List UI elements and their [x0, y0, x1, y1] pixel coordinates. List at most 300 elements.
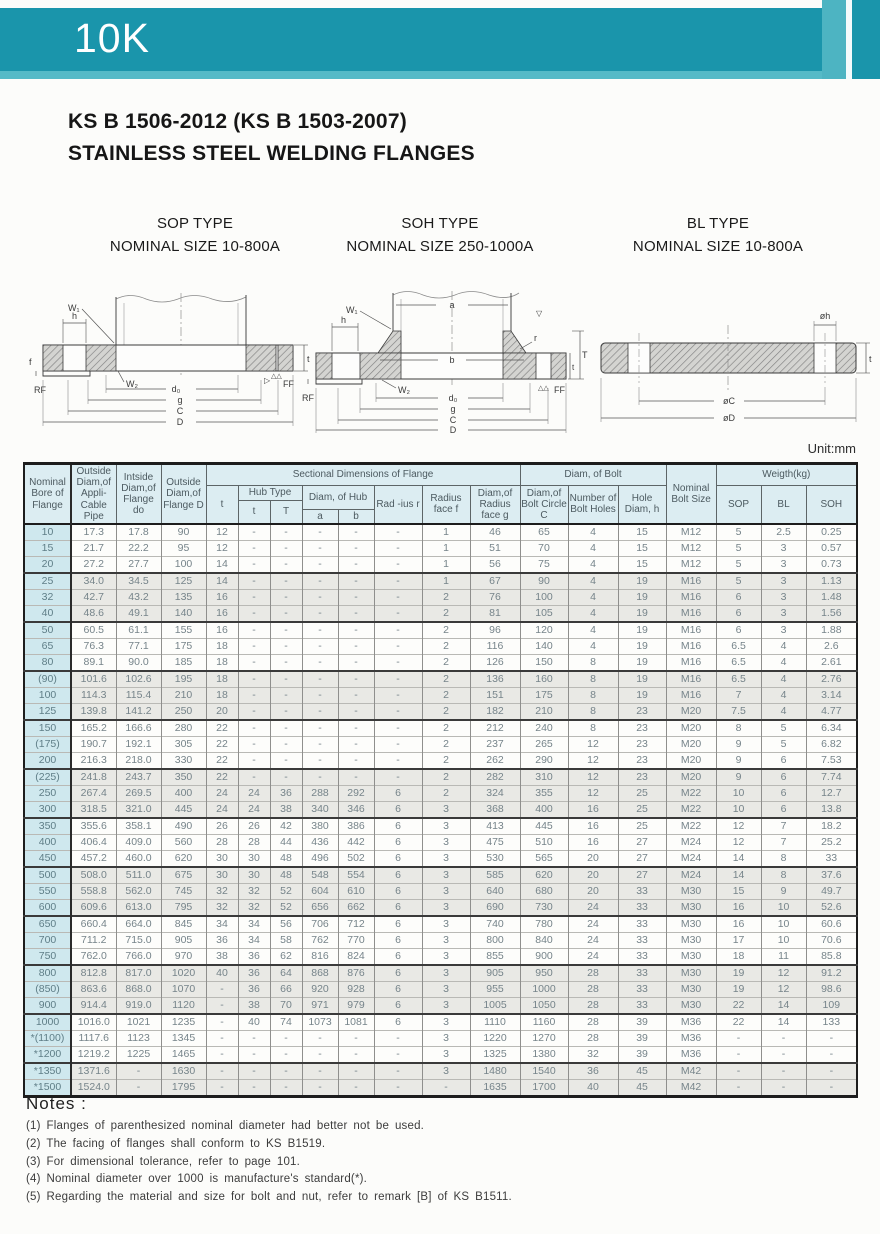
value-cell: 2	[422, 769, 470, 786]
value-cell: 6	[374, 899, 422, 916]
value-cell: -	[302, 638, 338, 654]
value-cell: 32	[206, 883, 238, 899]
value-cell: -	[806, 1046, 857, 1063]
value-cell: 1123	[116, 1030, 161, 1046]
value-cell: -	[374, 720, 422, 737]
value-cell: 19	[618, 573, 666, 590]
value-cell: 65	[520, 524, 568, 541]
value-cell: -	[374, 654, 422, 671]
table-row	[24, 916, 857, 933]
value-cell: 240	[520, 720, 568, 737]
value-cell: 17.8	[116, 524, 161, 541]
value-cell: -	[302, 605, 338, 622]
value-cell: M22	[666, 801, 716, 818]
dim-label-w2: W₂	[126, 379, 138, 389]
value-cell: -	[374, 1030, 422, 1046]
value-cell: 6	[761, 752, 806, 769]
value-cell: 4	[761, 654, 806, 671]
value-cell: 32	[238, 883, 270, 899]
value-cell: -	[374, 1046, 422, 1063]
nominal-bore-cell: *(1100)	[24, 1030, 71, 1046]
value-cell: -	[270, 736, 302, 752]
value-cell: -	[270, 1063, 302, 1080]
value-cell: 845	[161, 916, 206, 933]
value-cell: 740	[470, 916, 520, 933]
col-header-sop: SOP	[716, 486, 761, 524]
table-row	[24, 703, 857, 720]
value-cell: 1219.2	[71, 1046, 116, 1063]
nominal-bore-cell: (225)	[24, 769, 71, 786]
value-cell: 218.0	[116, 752, 161, 769]
value-cell: 44	[270, 834, 302, 850]
value-cell: 195	[161, 671, 206, 688]
value-cell: 36	[270, 785, 302, 801]
value-cell: 4	[568, 524, 618, 541]
value-cell: M12	[666, 524, 716, 541]
value-cell: -	[338, 687, 374, 703]
value-cell: M24	[666, 850, 716, 867]
value-cell: 14	[716, 850, 761, 867]
value-cell: 6	[374, 785, 422, 801]
value-cell: 16	[568, 801, 618, 818]
value-cell: -	[302, 556, 338, 573]
value-cell: 490	[161, 818, 206, 835]
value-cell: 0.73	[806, 556, 857, 573]
table-row	[24, 573, 857, 590]
value-cell: 1220	[470, 1030, 520, 1046]
value-cell: 762.0	[71, 948, 116, 965]
value-cell: 102.6	[116, 671, 161, 688]
value-cell: 24	[568, 932, 618, 948]
value-cell: 445	[161, 801, 206, 818]
value-cell: 52.6	[806, 899, 857, 916]
col-header-flange-id: Intside Diam,of Flange do	[116, 464, 161, 524]
value-cell: 10	[761, 916, 806, 933]
value-cell: 114.3	[71, 687, 116, 703]
value-cell: 919.0	[116, 997, 161, 1014]
value-cell: 7.5	[716, 703, 761, 720]
value-cell: 6	[374, 883, 422, 899]
nominal-bore-cell: 600	[24, 899, 71, 916]
value-cell: 812.8	[71, 965, 116, 982]
value-cell: M42	[666, 1079, 716, 1096]
value-cell: 1540	[520, 1063, 568, 1080]
value-cell: 1000	[520, 981, 568, 997]
value-cell: 24	[568, 916, 618, 933]
value-cell: 18	[206, 687, 238, 703]
value-cell: -	[238, 687, 270, 703]
value-cell: 45	[618, 1063, 666, 1080]
value-cell: 12	[716, 818, 761, 835]
value-cell: 457.2	[71, 850, 116, 867]
col-header-hub-type: Hub Type	[238, 486, 302, 501]
nominal-bore-cell: 10	[24, 524, 71, 541]
value-cell: 290	[520, 752, 568, 769]
value-cell: 14	[716, 867, 761, 884]
dim-label-g: g	[450, 404, 456, 414]
value-cell: -	[338, 638, 374, 654]
table-row	[24, 720, 857, 737]
value-cell: 5	[761, 720, 806, 737]
value-cell: 30	[206, 850, 238, 867]
value-cell: 12	[716, 834, 761, 850]
value-cell: -	[374, 605, 422, 622]
value-cell: 346	[338, 801, 374, 818]
value-cell: 25.2	[806, 834, 857, 850]
col-header-radius-face: Radius face f	[422, 486, 470, 524]
value-cell: 40	[568, 1079, 618, 1096]
value-cell: 126	[470, 654, 520, 671]
value-cell: 30	[238, 867, 270, 884]
finish-mark: △△	[538, 385, 549, 392]
value-cell: -	[302, 752, 338, 769]
dim-label-c: C	[449, 415, 457, 425]
value-cell: 20	[568, 883, 618, 899]
value-cell: 800	[470, 932, 520, 948]
value-cell: 16	[206, 605, 238, 622]
value-cell: 6	[374, 981, 422, 997]
value-cell: -	[374, 752, 422, 769]
value-cell: 855	[470, 948, 520, 965]
table-row	[24, 752, 857, 769]
value-cell: -	[374, 1079, 422, 1096]
value-cell: M42	[666, 1063, 716, 1080]
dim-label-t: t	[307, 354, 310, 364]
value-cell: 34	[238, 932, 270, 948]
value-cell: 280	[161, 720, 206, 737]
value-cell: 6	[374, 965, 422, 982]
value-cell: 36	[238, 948, 270, 965]
value-cell: -	[270, 573, 302, 590]
value-cell: 400	[161, 785, 206, 801]
value-cell: 1.88	[806, 622, 857, 639]
value-cell: 34	[238, 916, 270, 933]
value-cell: 5	[716, 524, 761, 541]
value-cell: 160	[520, 671, 568, 688]
group-header-bolt: Diam, of Bolt	[520, 464, 666, 486]
value-cell: 6.82	[806, 736, 857, 752]
value-cell: 6	[761, 785, 806, 801]
value-cell: 15	[716, 883, 761, 899]
value-cell: 4	[568, 622, 618, 639]
value-cell: 305	[161, 736, 206, 752]
value-cell: 2	[422, 785, 470, 801]
value-cell: 210	[161, 687, 206, 703]
table-row	[24, 981, 857, 997]
value-cell: 1795	[161, 1079, 206, 1096]
value-cell: 565	[520, 850, 568, 867]
value-cell: 712	[338, 916, 374, 933]
nominal-bore-cell: 700	[24, 932, 71, 948]
value-cell: 135	[161, 589, 206, 605]
value-cell: 1	[422, 524, 470, 541]
col-header-a: a	[302, 509, 338, 524]
value-cell: 166.6	[116, 720, 161, 737]
nominal-bore-cell: *1200	[24, 1046, 71, 1063]
value-cell: 116	[470, 638, 520, 654]
table-row	[24, 834, 857, 850]
value-cell: 8	[568, 720, 618, 737]
value-cell: M36	[666, 1046, 716, 1063]
value-cell: 33	[806, 850, 857, 867]
table-row	[24, 769, 857, 786]
nominal-bore-cell: 450	[24, 850, 71, 867]
value-cell: -	[374, 589, 422, 605]
value-cell: 42.7	[71, 589, 116, 605]
value-cell: -	[270, 589, 302, 605]
table-row	[24, 818, 857, 835]
value-cell: -	[238, 524, 270, 541]
product-name: STAINLESS STEEL WELDING FLANGES	[68, 141, 475, 165]
value-cell: 18	[206, 671, 238, 688]
value-cell: 1371.6	[71, 1063, 116, 1080]
header-band-sub	[0, 71, 822, 79]
value-cell: -	[422, 1079, 470, 1096]
value-cell: 4	[568, 605, 618, 622]
value-cell: 3	[761, 605, 806, 622]
value-cell: -	[270, 605, 302, 622]
value-cell: 38	[270, 801, 302, 818]
value-cell: -	[270, 1079, 302, 1096]
value-cell: 24	[238, 801, 270, 818]
note-item: (2) The facing of flanges shall conform to KS B1519.	[26, 1137, 326, 1150]
value-cell: 51	[470, 540, 520, 556]
value-cell: 1050	[520, 997, 568, 1014]
value-cell: 2.6	[806, 638, 857, 654]
value-cell: M16	[666, 638, 716, 654]
value-cell: 2.76	[806, 671, 857, 688]
nominal-bore-cell: (175)	[24, 736, 71, 752]
value-cell: -	[338, 1046, 374, 1063]
value-cell: 49.7	[806, 883, 857, 899]
value-cell: 1270	[520, 1030, 568, 1046]
value-cell: 511.0	[116, 867, 161, 884]
value-cell: M12	[666, 540, 716, 556]
value-cell: 5	[716, 540, 761, 556]
value-cell: 70	[270, 997, 302, 1014]
value-cell: 48.6	[71, 605, 116, 622]
value-cell: 190.7	[71, 736, 116, 752]
table-row	[24, 932, 857, 948]
value-cell: 52	[270, 883, 302, 899]
value-cell: 150	[520, 654, 568, 671]
value-cell: 39	[618, 1030, 666, 1046]
value-cell: 3	[422, 801, 470, 818]
value-cell: 27.2	[71, 556, 116, 573]
soh-flange-diagram	[298, 283, 588, 438]
notes-heading: Notes :	[26, 1094, 87, 1113]
value-cell: 690	[470, 899, 520, 916]
value-cell: 30	[238, 850, 270, 867]
value-cell: 558.8	[71, 883, 116, 899]
value-cell: 38	[238, 997, 270, 1014]
value-cell: 868	[302, 965, 338, 982]
value-cell: 6	[374, 801, 422, 818]
value-cell: 23	[618, 720, 666, 737]
value-cell: 863.6	[71, 981, 116, 997]
value-cell: 28	[238, 834, 270, 850]
table-row	[24, 524, 857, 541]
nominal-bore-cell: (90)	[24, 671, 71, 688]
value-cell: -	[716, 1046, 761, 1063]
table-row	[24, 850, 857, 867]
value-cell: -	[270, 769, 302, 786]
value-cell: -	[302, 736, 338, 752]
value-cell: -	[302, 540, 338, 556]
value-cell: 22	[206, 769, 238, 786]
value-cell: 20	[206, 703, 238, 720]
finish-mark: ▽	[536, 309, 543, 318]
value-cell: M30	[666, 932, 716, 948]
value-cell: -	[238, 703, 270, 720]
type-name: SOP TYPE	[156, 215, 234, 232]
value-cell: -	[302, 524, 338, 541]
note-item: (1) Flanges of parenthesized nominal diameter had better not be used.	[26, 1120, 425, 1132]
value-cell: 355	[520, 785, 568, 801]
value-cell: 406.4	[71, 834, 116, 850]
value-cell: M30	[666, 899, 716, 916]
value-cell: 4	[568, 540, 618, 556]
value-cell: 42	[270, 818, 302, 835]
value-cell: 76	[470, 589, 520, 605]
value-cell: 2	[422, 752, 470, 769]
value-cell: 19	[618, 654, 666, 671]
value-cell: 436	[302, 834, 338, 850]
value-cell: 914.4	[71, 997, 116, 1014]
value-cell: M36	[666, 1030, 716, 1046]
table-row	[24, 638, 857, 654]
value-cell: 6	[374, 818, 422, 835]
value-cell: 136	[470, 671, 520, 688]
value-cell: 34.0	[71, 573, 116, 590]
value-cell: 33	[618, 883, 666, 899]
value-cell: 1345	[161, 1030, 206, 1046]
nominal-bore-cell: 800	[24, 965, 71, 982]
value-cell: 100	[520, 589, 568, 605]
value-cell: 12	[568, 736, 618, 752]
col-header-nominal-bore: Nominal Bore of Flange	[24, 464, 71, 524]
value-cell: 40	[206, 965, 238, 982]
note-item: (5) Regarding the material and size for bolt and nut, refer to remark [B] of KS B1511.	[26, 1191, 512, 1204]
nominal-bore-cell: 100	[24, 687, 71, 703]
col-header-flange-od: Outside Diam,of Flange D	[161, 464, 206, 524]
value-cell: 20	[568, 850, 618, 867]
value-cell: -	[206, 1030, 238, 1046]
value-cell: 267.4	[71, 785, 116, 801]
value-cell: 7	[716, 687, 761, 703]
dim-label-t: t	[869, 354, 872, 364]
value-cell: 3	[422, 1046, 470, 1063]
value-cell: 1120	[161, 997, 206, 1014]
value-cell: 1	[422, 556, 470, 573]
value-cell: 24	[568, 899, 618, 916]
value-cell: M16	[666, 654, 716, 671]
value-cell: -	[302, 1030, 338, 1046]
value-cell: 4	[761, 687, 806, 703]
value-cell: -	[270, 1046, 302, 1063]
value-cell: 358.1	[116, 818, 161, 835]
value-cell: 23	[618, 736, 666, 752]
value-cell: 9	[716, 752, 761, 769]
value-cell: 445	[520, 818, 568, 835]
nominal-bore-cell: 550	[24, 883, 71, 899]
dim-label-ff: FF	[554, 385, 565, 395]
value-cell: -	[716, 1079, 761, 1096]
value-cell: 795	[161, 899, 206, 916]
value-cell: 12	[761, 965, 806, 982]
value-cell: 2.61	[806, 654, 857, 671]
value-cell: 3	[761, 556, 806, 573]
value-cell: 32	[206, 899, 238, 916]
value-cell: -	[374, 556, 422, 573]
value-cell: -	[270, 654, 302, 671]
value-cell: 4.77	[806, 703, 857, 720]
value-cell: 496	[302, 850, 338, 867]
value-cell: 139.8	[71, 703, 116, 720]
value-cell: 22	[206, 752, 238, 769]
value-cell: 16	[206, 589, 238, 605]
value-cell: 90	[161, 524, 206, 541]
col-header-soh: SOH	[806, 486, 857, 524]
value-cell: M16	[666, 671, 716, 688]
value-cell: 20	[568, 867, 618, 884]
value-cell: 928	[338, 981, 374, 997]
value-cell: -	[302, 1063, 338, 1080]
value-cell: 210	[520, 703, 568, 720]
value-cell: 18	[206, 638, 238, 654]
value-cell: 840	[520, 932, 568, 948]
value-cell: 24	[206, 801, 238, 818]
value-cell: 216.3	[71, 752, 116, 769]
value-cell: -	[338, 769, 374, 786]
table-row	[24, 883, 857, 899]
value-cell: -	[338, 671, 374, 688]
value-cell: 955	[470, 981, 520, 997]
value-cell: 318.5	[71, 801, 116, 818]
value-cell: 6	[374, 932, 422, 948]
value-cell: 824	[338, 948, 374, 965]
value-cell: 548	[302, 867, 338, 884]
value-cell: 48	[270, 867, 302, 884]
value-cell: -	[206, 1046, 238, 1063]
value-cell: 8	[568, 654, 618, 671]
value-cell: -	[761, 1046, 806, 1063]
value-cell: 19	[618, 687, 666, 703]
value-cell: -	[761, 1030, 806, 1046]
col-header-hole-diam: Hole Diam, h	[618, 486, 666, 524]
nominal-bore-cell: 350	[24, 818, 71, 835]
value-cell: -	[238, 671, 270, 688]
dim-label-r: r	[534, 333, 537, 343]
value-cell: 60.6	[806, 916, 857, 933]
value-cell: 1020	[161, 965, 206, 982]
value-cell: 269.5	[116, 785, 161, 801]
value-cell: -	[238, 1046, 270, 1063]
value-cell: 1.48	[806, 589, 857, 605]
value-cell: 609.6	[71, 899, 116, 916]
value-cell: 1	[422, 540, 470, 556]
value-cell: 2	[422, 736, 470, 752]
value-cell: 400	[520, 801, 568, 818]
value-cell: 58	[270, 932, 302, 948]
value-cell: -	[338, 1063, 374, 1080]
value-cell: 3	[422, 850, 470, 867]
dim-label-ff: FF	[283, 379, 294, 389]
value-cell: 101.6	[71, 671, 116, 688]
dim-label-oh: øh	[819, 311, 831, 321]
value-cell: -	[806, 1079, 857, 1096]
nominal-bore-cell: 32	[24, 589, 71, 605]
